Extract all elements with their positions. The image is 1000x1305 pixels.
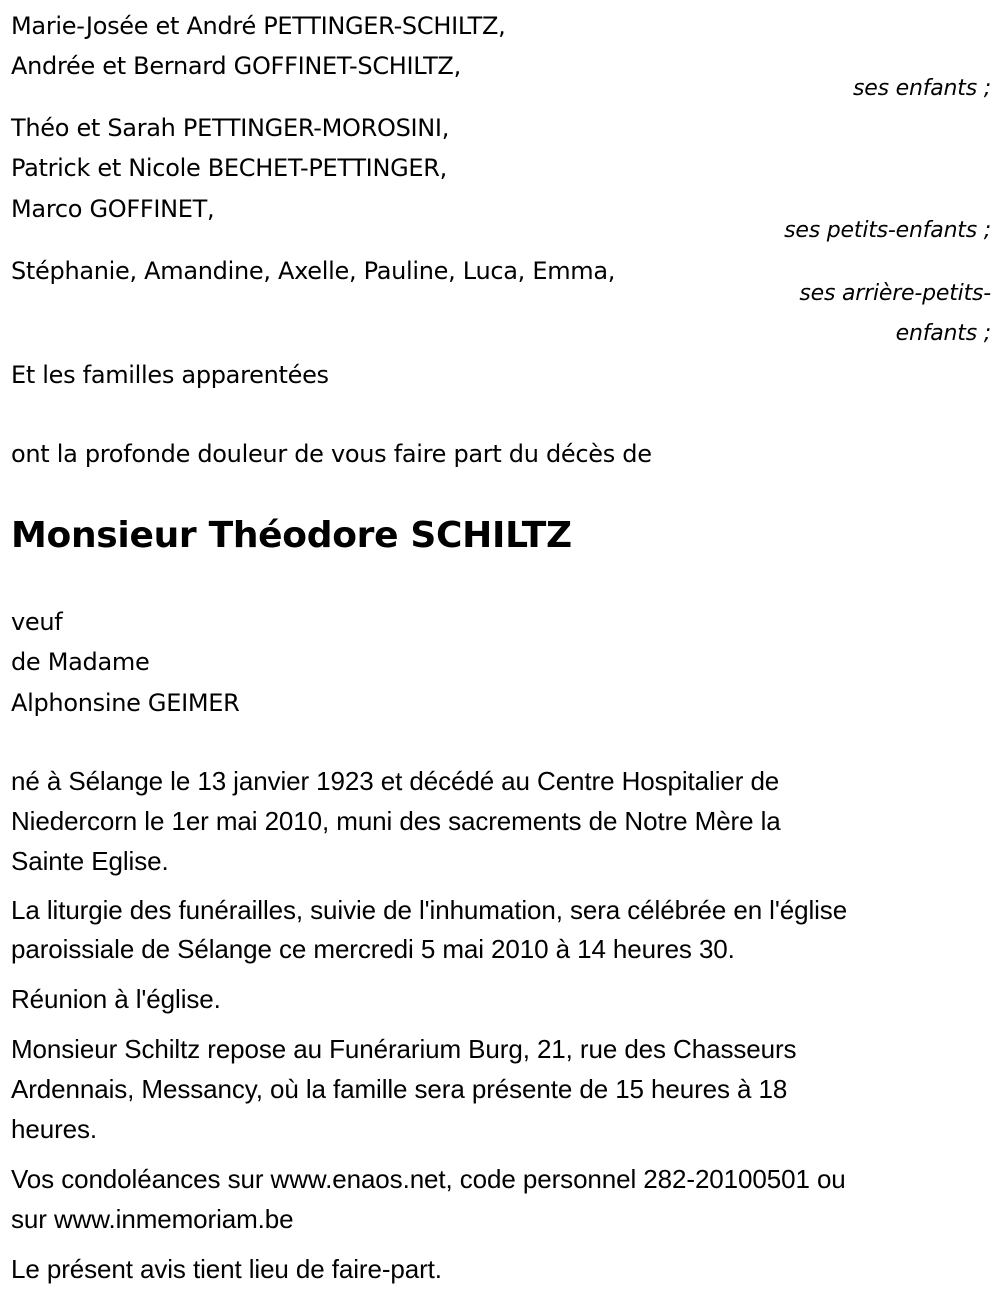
paragraph-line: Sainte Eglise. [11,846,169,876]
paragraph-line: Le présent avis tient lieu de faire-part. [11,1254,442,1284]
paragraph-line: heures. [11,1114,98,1144]
relation-label-grandchildren: ses petits-enfants ; [784,218,991,243]
relation-label-great-grandchildren: ses arrière-petits- [799,281,991,306]
paragraph-line: Niedercorn le 1er mai 2010, muni des sacrements de Notre Mère la [11,806,781,836]
related-families: Et les familles apparentées [11,361,329,389]
paragraph-line: Ardennais, Messancy, où la famille sera présente de 15 heures à 18 [11,1074,788,1104]
paragraph-line: paroissiale de Sélange ce mercredi 5 mai 2010 à 14 heures 30. [11,934,735,964]
relation-label-children: ses enfants ; [853,76,991,101]
great-grandchildren-list: Stéphanie, Amandine, Axelle, Pauline, Luca, Emma, [11,257,616,285]
widower-label: veuf [11,608,63,636]
spouse-name: Alphonsine GEIMER [11,689,240,717]
paragraph-line: Réunion à l'église. [11,984,221,1014]
relation-label-great-grandchildren-cont: enfants ; [895,321,991,346]
child-couple: Marie-Josée et André PETTINGER-SCHILTZ, [11,12,506,40]
paragraph-line: Vos condoléances sur www.enaos.net, code personnel 282-20100501 ou [11,1164,846,1194]
grandchild-entry: Théo et Sarah PETTINGER-MOROSINI, [11,114,450,142]
grandchild-entry: Patrick et Nicole BECHET-PETTINGER, [11,154,447,182]
deceased-name: Monsieur Théodore SCHILTZ [11,515,572,556]
child-couple: Andrée et Bernard GOFFINET-SCHILTZ, [11,52,461,80]
spouse-title: de Madame [11,648,150,676]
announcement-text: ont la profonde douleur de vous faire part du décès de [11,440,652,468]
paragraph-line: né à Sélange le 13 janvier 1923 et décédé au Centre Hospitalier de [11,766,780,796]
paragraph-line: Monsieur Schiltz repose au Funérarium Burg, 21, rue des Chasseurs [11,1034,797,1064]
grandchild-entry: Marco GOFFINET, [11,195,215,223]
paragraph-line: La liturgie des funérailles, suivie de l'inhumation, sera célébrée en l'église [11,895,848,925]
paragraph-line: sur www.inmemoriam.be [11,1204,294,1234]
